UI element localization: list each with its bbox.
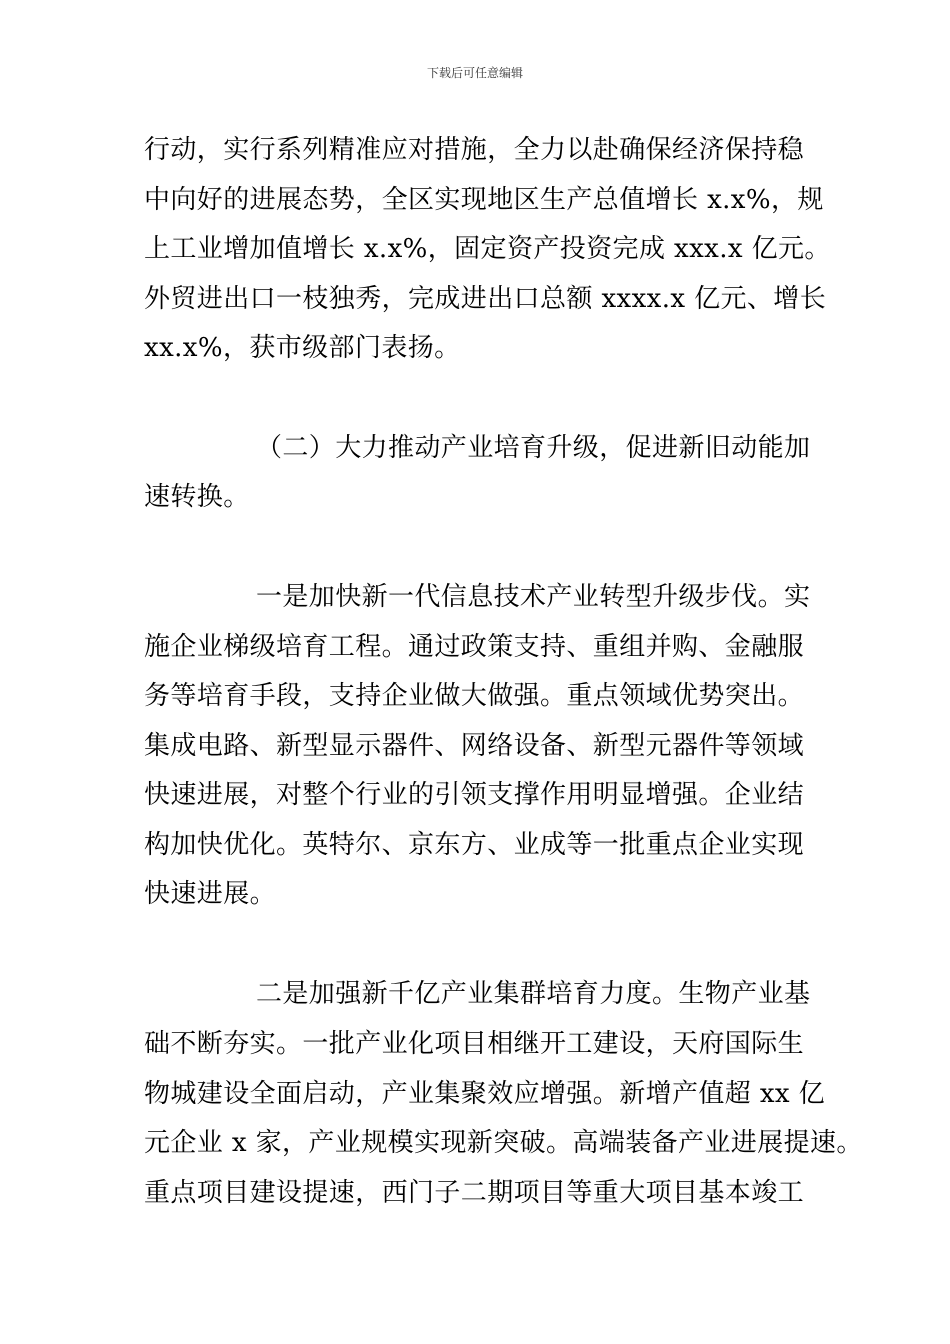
paragraph-line: 二是加强新千亿产业集群培育力度。生物产业基 <box>256 979 811 1009</box>
paragraph-line: 施企业梯级培育工程。通过政策支持、重组并购、金融服 <box>144 632 805 662</box>
paragraph-line: 集成电路、新型显示器件、网络设备、新型元器件等领域 <box>144 731 805 761</box>
paragraph-line: （二）大力推动产业培育升级，促进新旧动能加 <box>256 433 811 463</box>
paragraph-line: 速转换。 <box>144 482 250 512</box>
paragraph-line: 上工业增加值增长 x.x%，固定资产投资完成 xxx.x 亿元。 <box>144 234 831 264</box>
paragraph-line: 构加快优化。英特尔、京东方、业成等一批重点企业实现 <box>144 830 805 860</box>
paragraph-line: 重点项目建设提速，西门子二期项目等重大项目基本竣工 <box>144 1178 805 1208</box>
paragraph-line: 外贸进出口一枝独秀，完成进出口总额 xxxx.x 亿元、增长 <box>144 284 827 314</box>
paragraph-line: 元企业 x 家，产业规模实现新突破。高端装备产业进展提速。 <box>144 1128 863 1158</box>
paragraph-line: 快速进展。 <box>144 879 277 909</box>
paragraph-line: 务等培育手段，支持企业做大做强。重点领域优势突出。 <box>144 681 805 711</box>
paragraph-line: xx.x%，获市级部门表扬。 <box>144 333 461 363</box>
paragraph-line: 一是加快新一代信息技术产业转型升级步伐。实 <box>256 582 811 612</box>
paragraph-line: 础不断夯实。一批产业化项目相继开工建设，天府国际生 <box>144 1029 805 1059</box>
paragraph-line: 行动，实行系列精准应对措施，全力以赴确保经济保持稳 <box>144 135 805 165</box>
paragraph-line: 物城建设全面启动，产业集聚效应增强。新增产值超 xx 亿 <box>144 1079 826 1109</box>
paragraph-line: 中向好的进展态势，全区实现地区生产总值增长 x.x%，规 <box>144 185 824 215</box>
header-note: 下载后可任意编辑 <box>426 66 523 80</box>
paragraph-line: 快速进展，对整个行业的引领支撑作用明显增强。企业结 <box>144 780 805 810</box>
